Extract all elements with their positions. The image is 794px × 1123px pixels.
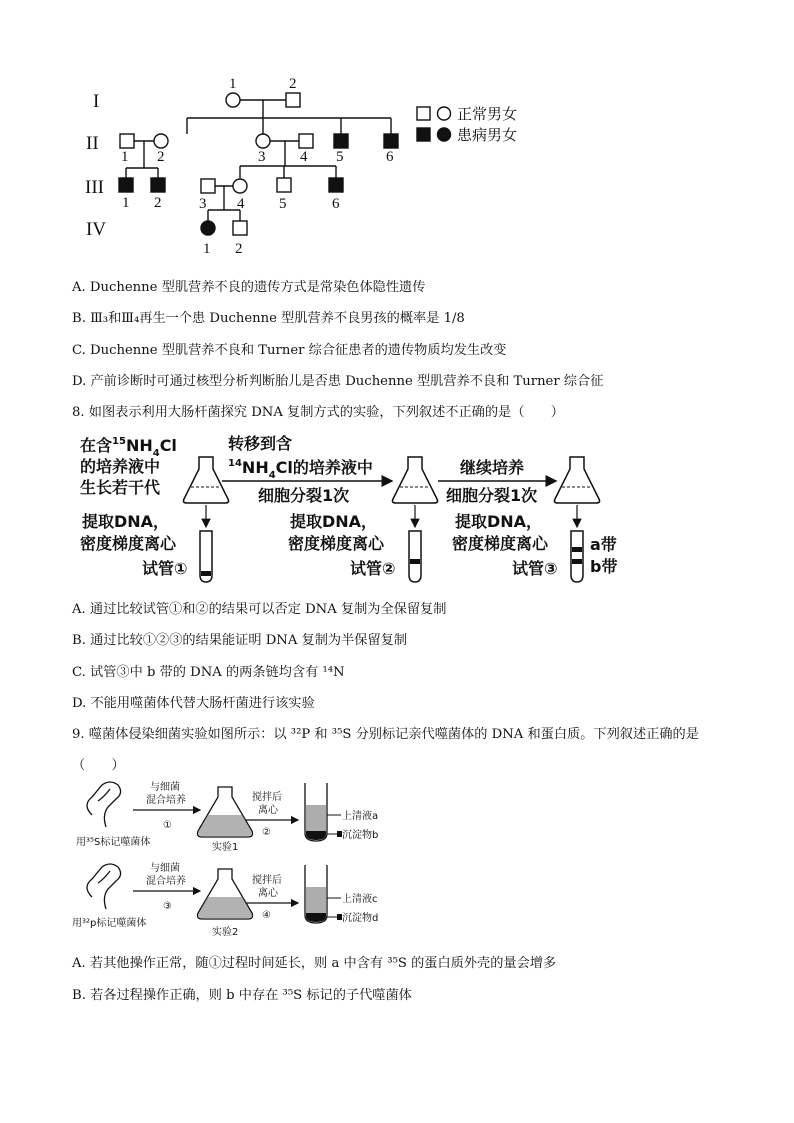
extract3-line2: 密度梯度离心	[452, 534, 549, 553]
num-II5: 5	[336, 149, 344, 165]
sediment-b: 沉淀物b	[342, 830, 379, 841]
num-III3: 3	[199, 196, 207, 212]
num-I2: 2	[289, 76, 297, 92]
step1-text-2: 的培养液中	[80, 457, 161, 476]
legend-affected-male-icon	[417, 128, 430, 141]
num-II1: 1	[121, 149, 129, 165]
ped-III5-male	[277, 178, 291, 192]
test-tube-3	[571, 531, 583, 582]
num-I1: 1	[229, 76, 237, 92]
arrow2-text-1: 继续培养	[460, 458, 525, 477]
step-3: ③	[163, 901, 172, 912]
exp1-label: 实验1	[212, 842, 239, 853]
q9-option-b: B. 若各过程操作正确，则 b 中存在 ³⁵S 标记的子代噬菌体	[72, 988, 412, 1003]
ped-I2-male	[286, 93, 300, 107]
q8-option-a: A. 通过比较试管①和②的结果可以否定 DNA 复制为全保留复制	[72, 602, 447, 617]
extract1-line2: 密度梯度离心	[80, 534, 177, 553]
ped-II4-male	[299, 134, 313, 148]
tube3-band-b	[572, 559, 582, 564]
tube1-band	[201, 571, 211, 576]
num-III6: 6	[332, 196, 340, 212]
mix-1-line1: 与细菌	[150, 782, 180, 793]
extract1-line1: 提取DNA，	[82, 512, 170, 531]
q7-option-d: D. 产前诊断时可通过核型分析判断胎儿是否患 Duchenne 型肌营养不良和 Turner 综合征	[72, 374, 604, 389]
flask-2	[392, 457, 437, 503]
test-tube-2	[409, 531, 421, 582]
phage-icon-1	[87, 782, 121, 827]
gen-label-IV: IV	[86, 219, 107, 240]
step-4: ④	[262, 910, 271, 921]
legend-normal-label: 正常男女	[457, 105, 518, 123]
sediment-d: 沉淀物d	[342, 913, 379, 924]
num-IV2: 2	[235, 241, 243, 257]
q7-option-b: B. Ⅲ₃和Ⅲ₄再生一个患 Duchenne 型肌营养不良男孩的概率是 1/8	[72, 311, 465, 326]
flask-1	[183, 457, 228, 503]
extract3-line1: 提取DNA，	[455, 512, 543, 531]
extract2-line1: 提取DNA，	[290, 512, 378, 531]
pedigree-chart	[0, 0, 794, 270]
num-III5: 5	[279, 196, 287, 212]
arrow2-text-2: 细胞分裂1次	[446, 486, 538, 505]
arrow1-text-3: 细胞分裂1次	[258, 486, 350, 505]
num-III4: 4	[237, 196, 245, 212]
ped-II6-male-affected	[384, 134, 398, 148]
tube3-band-a	[572, 547, 582, 552]
legend-affected-label: 患病男女	[457, 126, 518, 144]
label-32p-phage: 用³²p标记噬菌体	[72, 918, 147, 929]
gen-label-III: III	[85, 177, 104, 198]
num-III1: 1	[122, 195, 130, 211]
mix-1-line2: 混合培养	[146, 795, 186, 806]
mix-2-line2: 混合培养	[146, 876, 186, 887]
num-II6: 6	[386, 149, 394, 165]
q9-stem: 9. 噬菌体侵染细菌实验如图所示：以 ³²P 和 ³⁵S 分别标记亲代噬菌体的 DNA 和蛋白质。下列叙述正确的是	[72, 727, 699, 742]
step1-text-1: 在含$^{15}NH_4Cl$	[80, 436, 177, 459]
label-35s-phage: 用³⁵S标记噬菌体	[76, 837, 151, 848]
gen-label-I: I	[93, 91, 100, 112]
q8-stem: 8. 如图表示利用大肠杆菌探究 DNA 复制方式的实验，下列叙述不正确的是（ ）	[72, 405, 564, 420]
q8-option-d: D. 不能用噬菌体代替大肠杆菌进行该实验	[72, 696, 315, 711]
ped-III6-male-affected	[329, 178, 343, 192]
phage-experiment-figure	[0, 775, 794, 940]
q7-option-a: A. Duchenne 型肌营养不良的遗传方式是常染色体隐性遗传	[72, 280, 426, 295]
q7-option-c: C. Duchenne 型肌营养不良和 Turner 综合征患者的遗传物质均发生改变	[72, 343, 507, 358]
ped-III4-female	[233, 179, 247, 193]
num-II4: 4	[300, 149, 308, 165]
step1-text-3: 生长若干代	[80, 478, 161, 497]
ped-IV1-female-affected	[201, 221, 215, 235]
tube2-band	[410, 559, 420, 564]
tube2-label: 试管②	[350, 559, 396, 578]
q8-option-c: C. 试管③中 b 带的 DNA 的两条链均含有 ¹⁴N	[72, 665, 345, 680]
tube1-label: 试管①	[142, 559, 188, 578]
ped-II2-female	[154, 134, 168, 148]
stir-1-line1: 搅拌后	[252, 792, 282, 803]
dna-replication-figure	[0, 425, 794, 585]
ped-III2-male-affected	[151, 178, 165, 192]
q9-paren: （ ）	[72, 758, 125, 773]
extract2-line2: 密度梯度离心	[288, 534, 385, 553]
num-II3: 3	[258, 149, 266, 165]
legend-affected-female-icon	[438, 128, 451, 141]
ped-III3-male	[201, 179, 215, 193]
ped-IV2-male	[233, 221, 247, 235]
band-b-label: b带	[590, 557, 618, 576]
band-a-label: a带	[590, 535, 617, 554]
q8-option-b: B. 通过比较①②③的结果能证明 DNA 复制为半保留复制	[72, 633, 408, 648]
flask-3	[554, 457, 599, 503]
supernatant-a: 上清液a	[342, 811, 379, 822]
ped-I1-female	[226, 93, 240, 107]
ped-III1-male-affected	[119, 178, 133, 192]
legend-normal-female-icon	[438, 107, 451, 120]
step-2: ②	[262, 827, 271, 838]
legend-normal-male-icon	[417, 107, 430, 120]
gen-label-II: II	[86, 133, 99, 154]
num-III2: 2	[154, 195, 162, 211]
ped-II1-male	[120, 134, 134, 148]
stir-1-line2: 离心	[258, 805, 278, 816]
arrow1-text-1: 转移到含	[228, 434, 293, 453]
arrow1-text-2: $^{14}NH_4Cl$的培养液中	[228, 458, 373, 481]
phage-icon-2	[87, 864, 121, 909]
num-IV1: 1	[203, 241, 211, 257]
num-II2: 2	[157, 149, 165, 165]
ped-II5-male-affected	[334, 134, 348, 148]
exp2-label: 实验2	[212, 927, 239, 938]
stir-2-line2: 离心	[258, 888, 278, 899]
ped-II3-female	[256, 134, 270, 148]
step-1: ①	[163, 820, 172, 831]
q9-option-a: A. 若其他操作正常，随①过程时间延长，则 a 中含有 ³⁵S 的蛋白质外壳的量会增多	[72, 956, 557, 971]
tube3-label: 试管③	[512, 559, 558, 578]
supernatant-c: 上清液c	[342, 894, 378, 905]
mix-2-line1: 与细菌	[150, 863, 180, 874]
stir-2-line1: 搅拌后	[252, 875, 282, 886]
